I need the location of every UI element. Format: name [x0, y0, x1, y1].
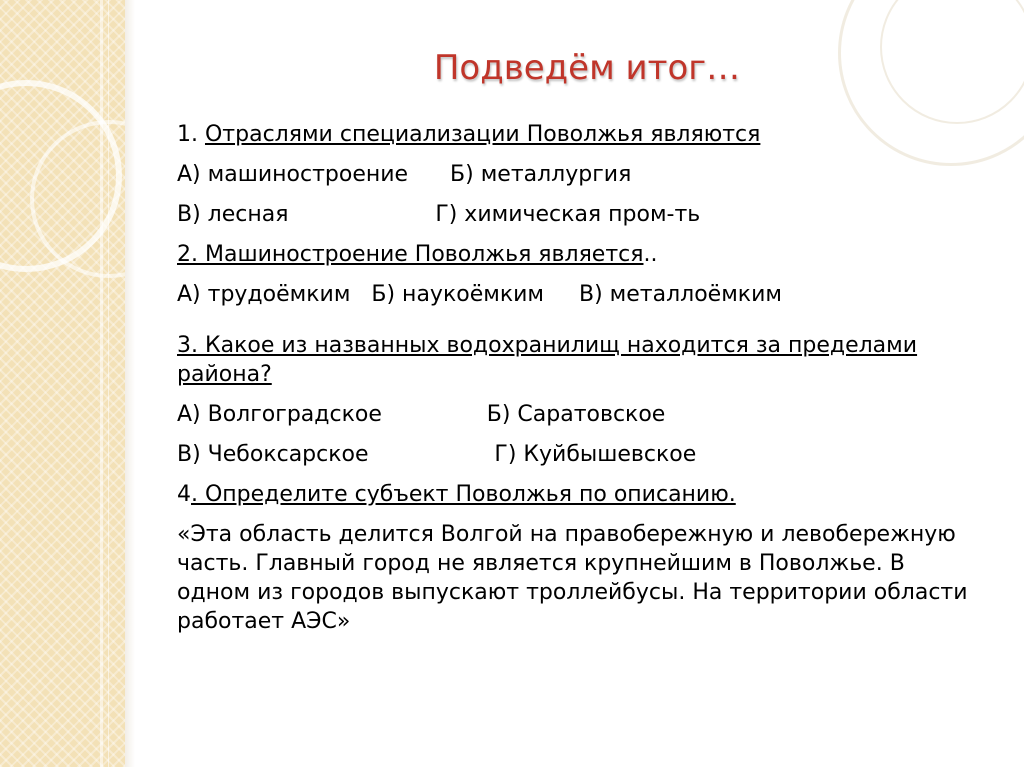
decorative-line [100, 0, 103, 767]
question-3-options-row-2: В) Чебоксарское Г) Куйбышевское [177, 442, 697, 467]
question-4-number: 4 [177, 482, 191, 507]
question-1 [177, 120, 977, 149]
question-2-suffix: .. [643, 242, 658, 267]
question-4-description: «Эта область делится Волгой на правобережную и левобережную часть. Главный город не является крупнейшим в Поволжье. В одном из городов выпускают троллейбусы. На территории области работает АЭС» [177, 522, 968, 634]
question-3-options-row-1: А) Волгоградское Б) Саратовское [177, 402, 666, 427]
question-4-text: . Определите субъект Поволжья по описанию. [191, 482, 736, 507]
question-3-text: 3. Какое из названных водохранилищ находится за пределами района? [177, 333, 918, 387]
question-1-text: Отраслями специализации Поволжья являются [204, 122, 761, 147]
question-1-options-row-2: В) лесная Г) химическая пром-ть [177, 202, 701, 227]
question-4 [177, 480, 977, 509]
decorative-line [108, 0, 109, 767]
sidebar-shadow [125, 0, 135, 767]
slide-title: Подведём итог… [433, 48, 741, 88]
question-2 [177, 240, 977, 269]
decorative-sidebar [0, 0, 125, 767]
question-1-number: 1. [177, 122, 205, 147]
question-1-options-row-1: А) машиностроение Б) металлургия [177, 162, 632, 187]
question-2-text: 2. Машиностроение Поволжья является [177, 242, 644, 267]
question-3 [177, 331, 977, 389]
slide-content [177, 120, 977, 636]
question-2-options: А) трудоёмким Б) наукоёмким В) металлоёмким [177, 282, 782, 307]
